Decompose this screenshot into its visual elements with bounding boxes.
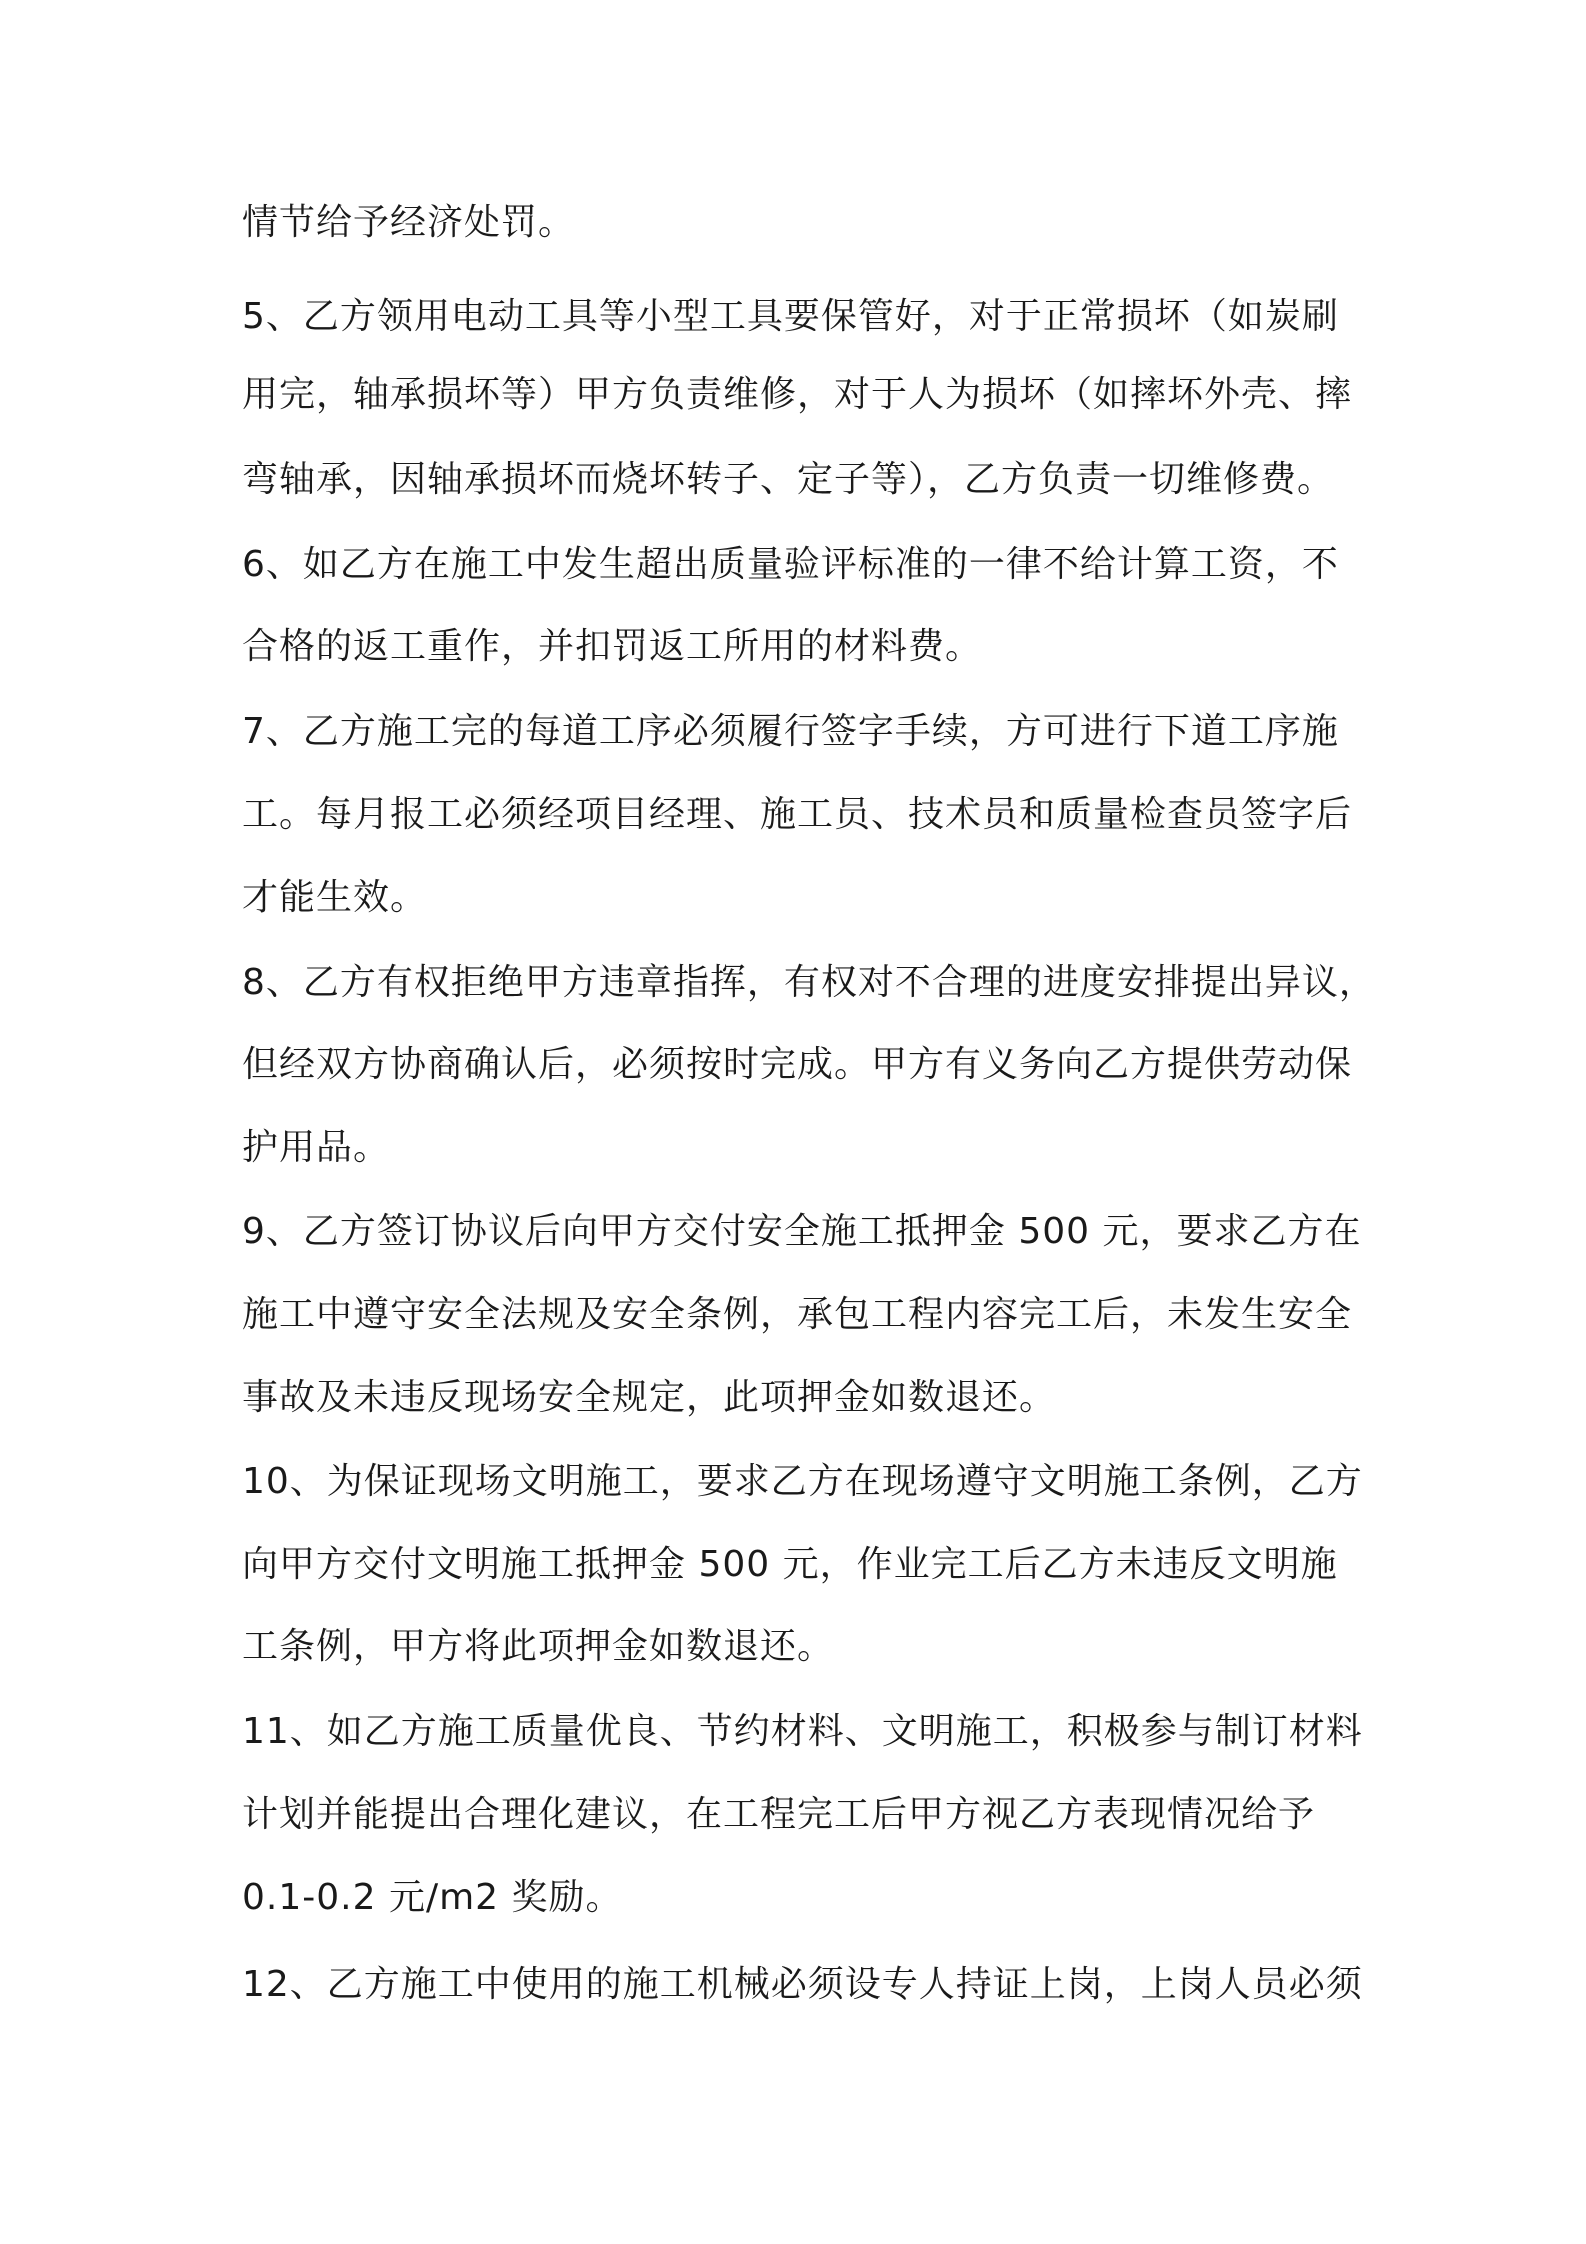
text-line: 5、乙方领用电动工具等小型工具要保管好，对于正常损坏（如炭刷: [242, 296, 1339, 337]
text-line: 向甲方交付文明施工抵押金 500 元，作业完工后乙方未违反文明施: [242, 1544, 1338, 1585]
text-line: 10、为保证现场文明施工，要求乙方在现场遵守文明施工条例，乙方: [242, 1461, 1363, 1502]
text-line: 情节给予经济处罚。: [242, 202, 576, 243]
text-line: 12、乙方施工中使用的施工机械必须设专人持证上岗，上岗人员必须: [242, 1964, 1363, 2005]
text-line: 事故及未违反现场安全规定，此项押金如数退还。: [242, 1377, 1057, 1418]
text-line: 计划并能提出合理化建议，在工程完工后甲方视乙方表现情况给予: [242, 1794, 1316, 1835]
text-line: 才能生效。: [242, 877, 428, 918]
text-line: 0.1-0.2 元/m2 奖励。: [242, 1877, 623, 1918]
text-line: 7、乙方施工完的每道工序必须履行签字手续，方可进行下道工序施: [242, 711, 1339, 752]
text-line: 9、乙方签订协议后向甲方交付安全施工抵押金 500 元，要求乙方在: [242, 1211, 1362, 1252]
text-line: 合格的返工重作，并扣罚返工所用的材料费。: [242, 626, 983, 667]
text-line: 用完，轴承损坏等）甲方负责维修，对于人为损坏（如摔坏外壳、摔: [242, 374, 1353, 415]
text-line: 但经双方协商确认后，必须按时完成。甲方有义务向乙方提供劳动保: [242, 1044, 1353, 1085]
text-line: 工。每月报工必须经项目经理、施工员、技术员和质量检查员签字后: [242, 794, 1353, 835]
text-line: 6、如乙方在施工中发生超出质量验评标准的一律不给计算工资，不: [242, 544, 1339, 585]
text-line: 护用品。: [242, 1127, 391, 1168]
text-line: 工条例，甲方将此项押金如数退还。: [242, 1626, 835, 1667]
text-line: 施工中遵守安全法规及安全条例，承包工程内容完工后，未发生安全: [242, 1294, 1353, 1335]
text-line: 弯轴承，因轴承损坏而烧坏转子、定子等），乙方负责一切维修费。: [242, 459, 1335, 500]
text-line: 11、如乙方施工质量优良、节约材料、文明施工，积极参与制订材料: [242, 1711, 1363, 1752]
text-line: 8、乙方有权拒绝甲方违章指挥，有权对不合理的进度安排提出异议，: [242, 962, 1376, 1003]
